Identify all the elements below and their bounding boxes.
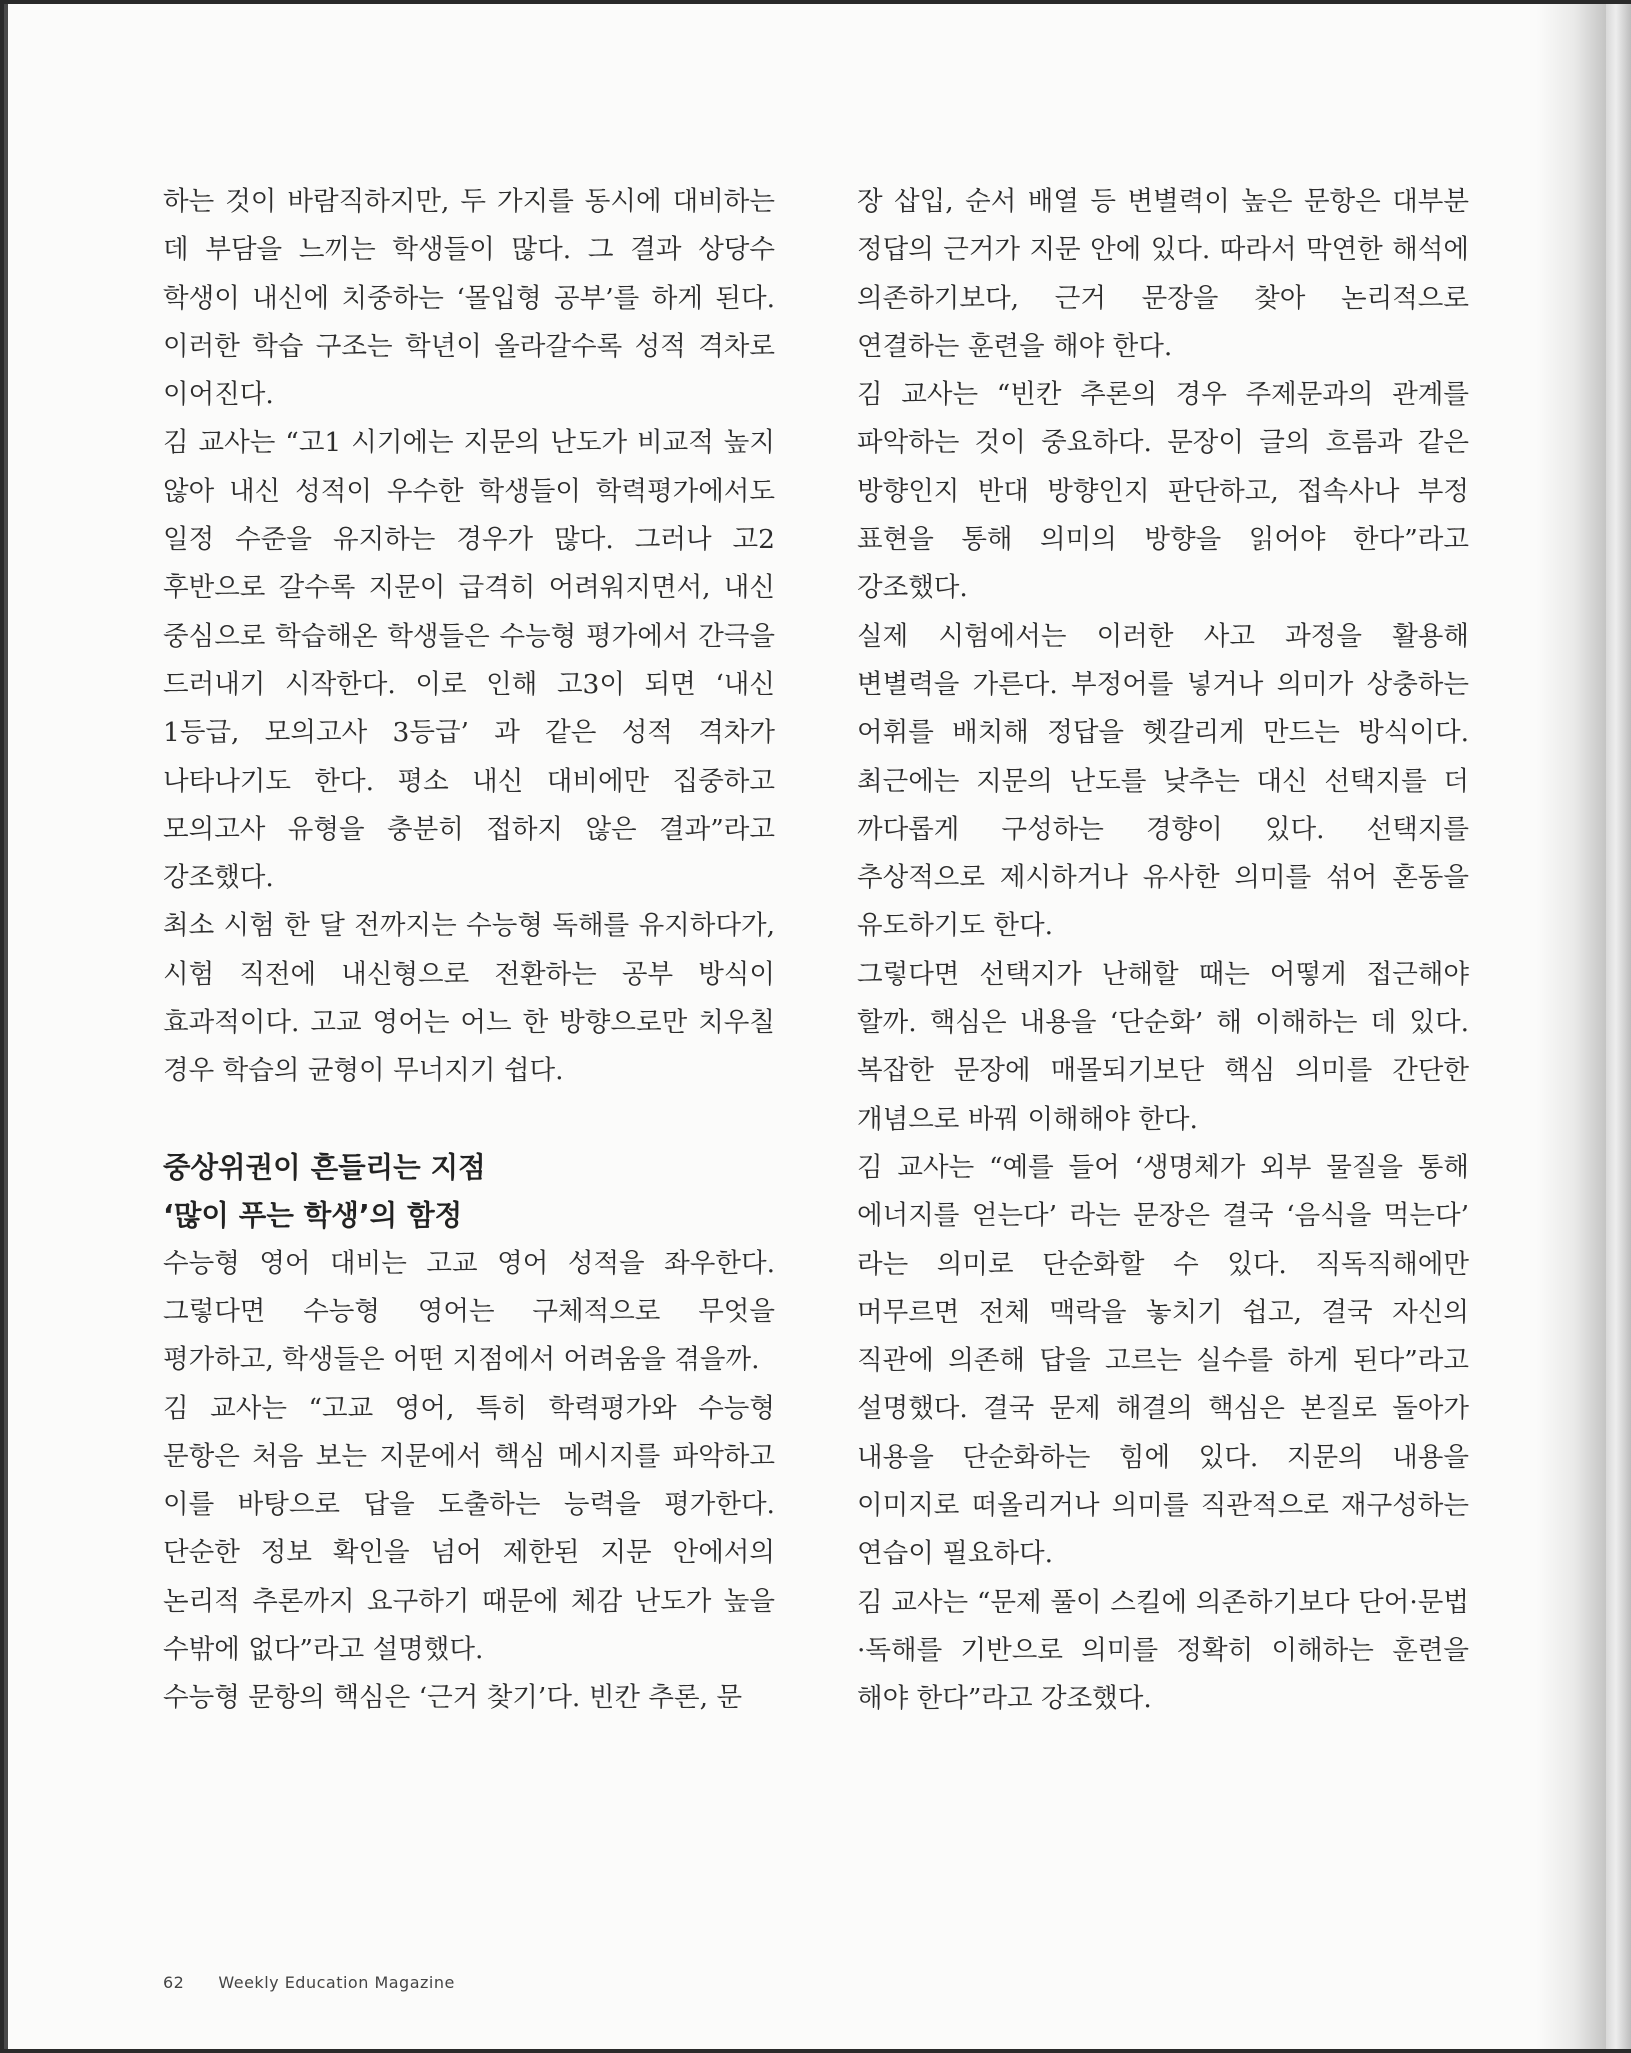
body-paragraph: 최소 시험 한 달 전까지는 수능형 독해를 유지하다가, 시험 직전에 내신형으로 전환하는 공부 방식이 효과적이다. 고교 영어는 어느 한 방향으로만 치우칠 경우 학습의 균형이 무너지기 쉽다. — [163, 910, 775, 1087]
section-heading: 중상위권이 흔들리는 지점 — [163, 1150, 486, 1184]
body-paragraph: 수능형 영어 대비는 고교 영어 성적을 좌우한다. 그렇다면 수능형 영어는 구체적으로 무엇을 평가하고, 학생들은 어떤 지점에서 어려움을 겪을까. — [163, 1247, 775, 1376]
body-paragraph: 김 교사는 “고교 영어, 특히 학력평가와 수능형 문항은 처음 보는 지문에서 핵심 메시지를 파악하고 이를 바탕으로 답을 도출하는 능력을 평가한다. 단순한 정보 확인을 넘어 제한된 지문 안에서의 논리적 추론까지 요구하기 때문에 체감 난도가 높을 수밖에 없다”라고 설명했다. — [163, 1392, 775, 1666]
body-paragraph: 하는 것이 바람직하지만, 두 가지를 동시에 대비하는 데 부담을 느끼는 학생들이 많다. 그 결과 상당수 학생이 내신에 치중하는 ‘몰입형 공부’를 하게 된다. 이러한 학습 구조는 학년이 올라갈수록 성적 격차로 이어진다. — [163, 186, 775, 411]
body-paragraph: 김 교사는 “문제 풀이 스킬에 의존하기보다 단어·문법·독해를 기반으로 의미를 정확히 이해하는 훈련을 해야 한다”라고 강조했다. — [857, 1586, 1469, 1715]
body-paragraph: 김 교사는 “빈칸 추론의 경우 주제문과의 관계를 파악하는 것이 중요하다. 문장이 글의 흐름과 같은 방향인지 반대 방향인지 판단하고, 접속사나 부정 표현을 통해 의미의 방향을 읽어야 한다”라고 강조했다. — [857, 379, 1469, 604]
page-edge — [1606, 4, 1631, 2049]
binding-shadow — [1536, 4, 1606, 2049]
magazine-name: Weekly Education Magazine — [218, 1973, 455, 1992]
magazine-page — [4, 4, 1606, 2049]
body-paragraph: 김 교사는 “고1 시기에는 지문의 난도가 비교적 높지 않아 내신 성적이 우수한 학생들이 학력평가에서도 일정 수준을 유지하는 경우가 많다. 그러나 고2 후반으로 갈수록 지문이 급격히 어려워지면서, 내신 중심으로 학습해온 학생들은 수능형 평가에서 간극을 드러내기 시작한다. 이로 인해 고3이 되면 ‘내신 1등급, 모의고사 3등급’ 과 같은 성적 격차가 나타나기도 한다. 평소 내신 대비에만 집중하고 모의고사 유형을 충분히 접하지 않은 결과”라고 강조했다. — [163, 427, 775, 894]
right-column — [857, 178, 1469, 1724]
body-paragraph: 장 삽입, 순서 배열 등 변별력이 높은 문항은 대부분 정답의 근거가 지문 안에 있다. 따라서 막연한 해석에 의존하기보다, 근거 문장을 찾아 논리적으로 연결하는 훈련을 해야 한다. — [857, 186, 1469, 362]
body-paragraph: 실제 시험에서는 이러한 사고 과정을 활용해 변별력을 가른다. 부정어를 넣거나 의미가 상충하는 어휘를 배치해 정답을 헷갈리게 만드는 방식이다. 최근에는 지문의 난도를 낮추는 대신 선택지를 더 까다롭게 구성하는 경향이 있다. 선택지를 추상적으로 제시하거나 유사한 의미를 섞어 혼동을 유도하기도 한다. — [857, 620, 1469, 942]
left-column — [163, 178, 775, 1723]
page-number: 62 — [163, 1973, 185, 1992]
section-heading: ‘많이 푸는 학생’의 함정 — [163, 1198, 463, 1232]
body-paragraph: 그렇다면 선택지가 난해할 때는 어떻게 접근해야 할까. 핵심은 내용을 ‘단순화’ 해 이해하는 데 있다. 복잡한 문장에 매몰되기보단 핵심 의미를 간단한 개념으로 바꿔 이해해야 한다. — [857, 958, 1469, 1135]
body-paragraph: 수능형 문항의 핵심은 ‘근거 찾기’다. 빈칸 추론, 문 — [163, 1682, 743, 1714]
body-paragraph: 김 교사는 “예를 들어 ‘생명체가 외부 물질을 통해 에너지를 얻는다’ 라는 문장은 결국 ‘음식을 먹는다’ 라는 의미로 단순화할 수 있다. 직독직해에만 머무르면 전체 맥락을 놓치기 쉽고, 결국 자신의 직관에 의존해 답을 고르는 실수를 하게 된다”라고 설명했다. 결국 문제 해결의 핵심은 본질로 돌아가 내용을 단순화하는 힘에 있다. 지문의 내용을 이미지로 떠올리거나 의미를 직관적으로 재구성하는 연습이 필요하다. — [857, 1151, 1469, 1570]
page-footer — [163, 1973, 455, 1992]
